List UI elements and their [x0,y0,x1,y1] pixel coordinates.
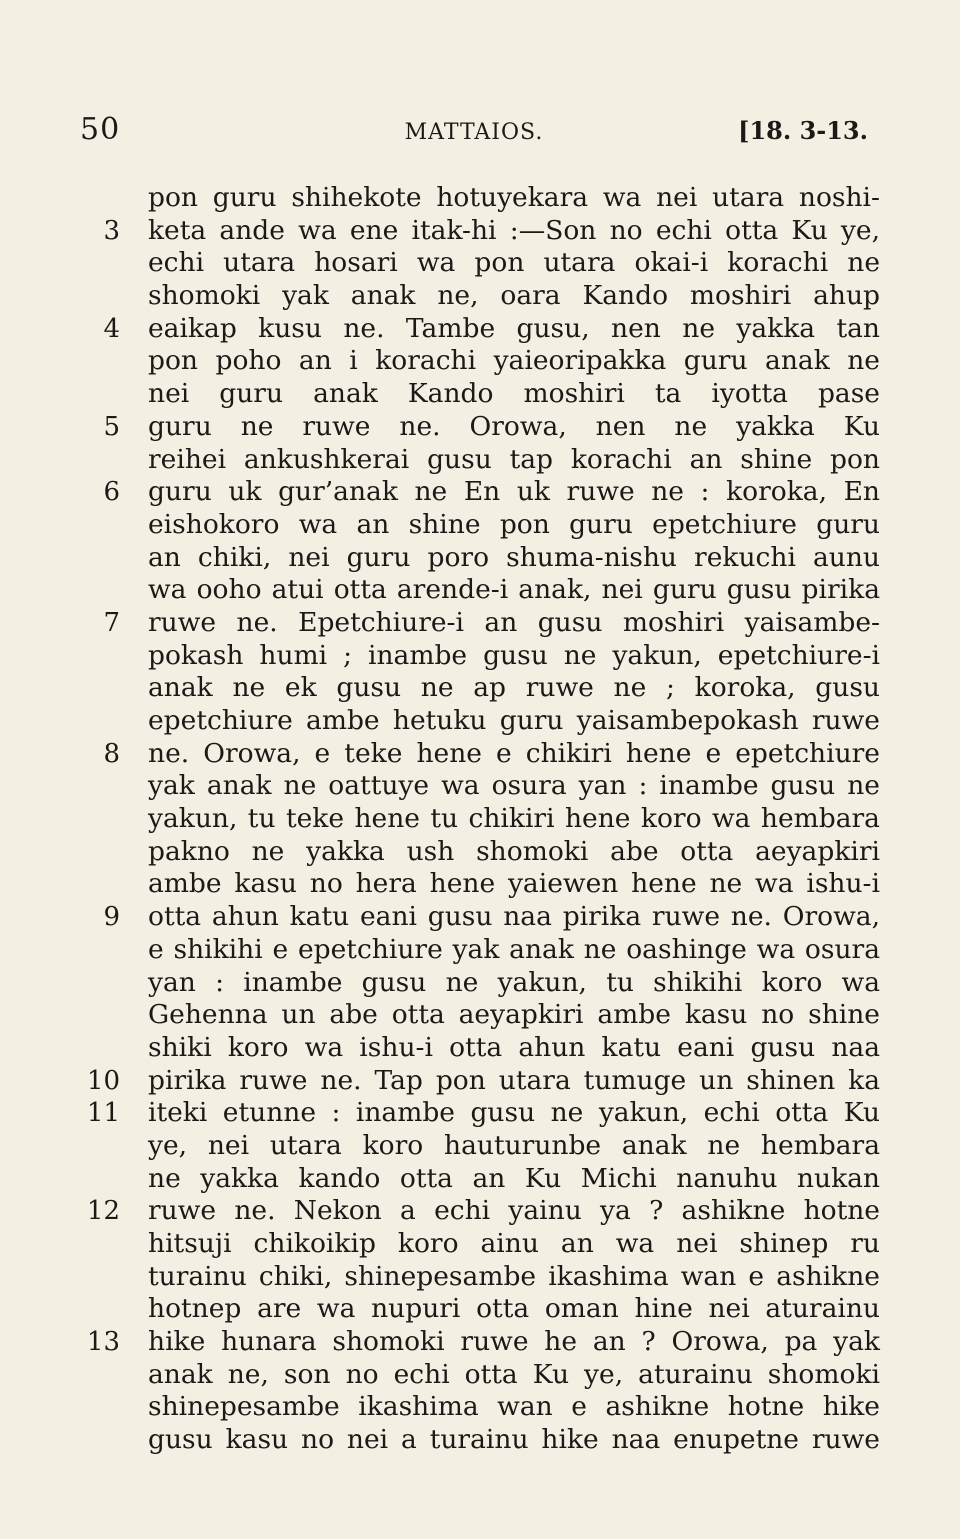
line-text: turainu chiki, shinepesambe ikashima wan e ashikne [148,1260,880,1292]
verse-number: 8 [103,738,120,769]
verse-number: 3 [103,215,120,246]
verse-number: 12 [86,1196,120,1227]
text-line [80,1293,880,1326]
text-line [80,1359,880,1392]
text-line [80,1065,880,1098]
text-line [80,999,880,1032]
line-text: e shikihi e epetchiure yak anak ne oashinge wa osura [148,933,880,965]
line-text: hitsuji chikoikip koro ainu an wa nei shinep ru [148,1228,880,1259]
text-line [80,247,880,280]
text-line [80,672,880,705]
verse-number: 13 [86,1327,120,1358]
text-line [80,967,880,1000]
text-line [80,411,880,444]
line-text: otta ahun katu eani gusu naa pirika ruwe ne. Orowa, [148,901,880,933]
line-text: pirika ruwe ne. Tap pon utara tumuge un shinen ka [148,1064,880,1096]
line-text: gusu kasu no nei a turainu hike naa enupetne ruwe [148,1424,880,1456]
text-line [80,476,880,509]
page-number: 50 [80,112,121,147]
text-line [80,215,880,248]
verse-number: 6 [103,477,120,508]
line-text: wa ooho atui otta arende-i anak, nei guru gusu pirika [148,574,880,606]
text-line [80,1391,880,1424]
text-line [80,868,880,901]
text-line [80,378,880,411]
text-line [80,836,880,869]
line-text: yakun, tu teke hene tu chikiri hene koro wa hembara [148,803,880,835]
line-text: guru uk gur’anak ne En uk ruwe ne : koroka, En [148,476,880,508]
text-line [80,901,880,934]
text-line [80,345,880,378]
line-text: guru ne ruwe ne. Orowa, nen ne yakka Ku [148,410,880,442]
line-text: shiki koro wa ishu-i otta ahun katu eani gusu naa [148,1031,880,1063]
line-text: reihei ankushkerai gusu tap korachi an shine pon [148,443,880,475]
line-text: ne. Orowa, e teke hene e chikiri hene e epetchiure [148,737,880,769]
line-text: nei guru anak Kando moshiri ta iyotta pase [148,378,880,410]
text-line [80,1032,880,1065]
text-line [80,1424,880,1457]
line-text: hotnep are wa nupuri otta oman hine nei aturainu [148,1293,880,1325]
line-text: anak ne ek gusu ne ap ruwe ne ; koroka, gusu [148,672,880,704]
verse-number: 5 [103,411,120,442]
line-text: eishokoro wa an shine pon guru epetchiure guru [148,508,880,540]
body-text [80,182,880,1457]
text-line [80,542,880,575]
line-text: shomoki yak anak ne, oara Kando moshiri ahup [148,280,880,312]
line-text: pokash humi ; inambe gusu ne yakun, epetchiure-i [148,639,880,671]
text-line [80,1195,880,1228]
text-line [80,1163,880,1196]
text-line [80,640,880,673]
line-text: anak ne, son no echi otta Ku ye, aturainu shomoki [148,1358,880,1390]
line-text: ye, nei utara koro hauturunbe anak ne hembara [148,1129,880,1161]
line-text: keta ande wa ene itak-hi :—Son no echi otta Ku ye, [148,214,880,246]
line-text: pon poho an i korachi yaieoripakka guru anak ne [148,345,880,377]
text-line [80,1228,880,1261]
text-line [80,1130,880,1163]
text-line [80,1097,880,1130]
text-line [80,509,880,542]
running-title: MATTAIOS. [404,120,544,145]
line-text: ruwe ne. Nekon a echi yainu ya ? ashikne hotne [148,1195,880,1227]
text-line [80,444,880,477]
text-line [80,182,880,215]
text-line [80,934,880,967]
line-text: ne yakka kando otta an Ku Michi nanuhu nukan [148,1162,880,1194]
line-text: yan : inambe gusu ne yakun, tu shikihi koro wa [148,966,880,998]
chapter-reference: [18. 3-13. [738,116,868,145]
verse-number: 4 [103,313,120,344]
text-line [80,1261,880,1294]
verse-number: 7 [103,607,120,638]
line-text: yak anak ne oattuye wa osura yan : inambe gusu ne [148,770,880,802]
line-text: shinepesambe ikashima wan e ashikne hotne hike [148,1391,880,1423]
text-line [80,770,880,803]
line-text: eaikap kusu ne. Tambe gusu, nen ne yakka tan [148,312,880,344]
line-text: ruwe ne. Epetchiure-i an gusu moshiri yaisambe- [148,606,880,638]
line-text: epetchiure ambe hetuku guru yaisambepokash ruwe [148,705,880,736]
line-text: echi utara hosari wa pon utara okai-i korachi ne [148,247,880,279]
text-line [80,313,880,346]
text-line [80,280,880,313]
text-line [80,607,880,640]
verse-number: 10 [86,1065,120,1096]
line-text: an chiki, nei guru poro shuma-nishu rekuchi aunu [148,541,880,573]
text-line [80,574,880,607]
text-line [80,705,880,738]
line-text: hike hunara shomoki ruwe he an ? Orowa, pa yak [148,1326,880,1358]
verse-number: 11 [86,1098,120,1129]
page-header [80,112,868,152]
text-line [80,803,880,836]
line-text: Gehenna un abe otta aeyapkiri ambe kasu no shine [148,999,880,1031]
line-text: iteki etunne : inambe gusu ne yakun, echi otta Ku [148,1097,880,1129]
line-text: ambe kasu no hera hene yaiewen hene ne wa ishu-i [148,868,880,900]
line-text: pon guru shihekote hotuyekara wa nei utara noshi- [148,182,880,213]
line-text: pakno ne yakka ush shomoki abe otta aeyapkiri [148,835,880,867]
text-line [80,738,880,771]
verse-number: 9 [103,902,120,933]
text-line [80,1326,880,1359]
